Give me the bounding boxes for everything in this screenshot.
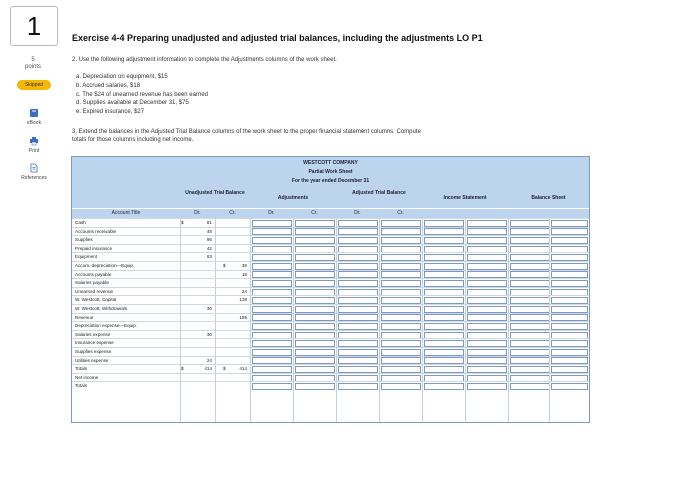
period-label: For the year ended December 31	[291, 178, 370, 184]
column-divider	[215, 218, 216, 422]
account-title: Unearned revenue	[75, 288, 114, 294]
column-divider	[336, 218, 337, 422]
work-sheet	[71, 156, 590, 423]
unadjusted-dr-value: 48	[206, 228, 212, 234]
unadjusted-dr-value: 42	[206, 245, 212, 251]
account-title: Cash	[75, 220, 86, 225]
account-title: Revenue	[75, 314, 94, 320]
references-label: References	[21, 175, 47, 181]
column-divider	[465, 218, 466, 422]
group-balance-sheet: Balance Sheet	[531, 195, 566, 201]
account-title: Equipment	[75, 254, 97, 260]
column-divider	[379, 218, 380, 422]
column-divider	[180, 218, 181, 422]
account-title: Accum. depreciation—Equip.	[75, 263, 135, 268]
unadjusted-cr-value: 414	[239, 366, 247, 372]
account-title: Totals	[75, 383, 87, 389]
account-title: Depreciation expense—Equip.	[75, 323, 138, 329]
column-divider	[508, 218, 509, 422]
part3-line: totals for those columns including net income.	[72, 137, 194, 143]
print-label: Print	[28, 148, 40, 154]
unadj-dr-header: Dr.	[180, 209, 215, 218]
adjtb-dr-header: Dr.	[336, 209, 379, 218]
column-divider	[250, 218, 251, 422]
unadjusted-dr-value: 414	[204, 366, 212, 372]
account-title-header: Account Title	[72, 209, 180, 218]
account-title: Accounts receivable	[75, 228, 117, 234]
printer-icon	[29, 136, 39, 146]
account-title: Salaries expense	[75, 331, 111, 337]
account-title: Insurance expense	[75, 340, 114, 346]
unadjusted-dr-value: 30	[206, 306, 212, 311]
adjtb-dr-input[interactable]	[338, 383, 378, 390]
account-title: Totals	[75, 366, 87, 372]
adj-cr-input[interactable]	[295, 383, 335, 390]
part2-instructions: 2. Use the following adjustment information to complete the Adjustments columns of the work sheet.	[72, 57, 337, 63]
sheet-name: Partial Work Sheet	[308, 169, 353, 175]
ebook-label: eBook	[26, 120, 42, 126]
adjtb-cr-header: Cr.	[379, 209, 422, 218]
references-button[interactable]	[12, 163, 56, 181]
account-title: W. Westcott, Capital	[75, 297, 117, 303]
company-name: WESTCOTT COMPANY	[303, 160, 358, 166]
document-icon	[29, 163, 39, 173]
account-title: Net income	[75, 374, 99, 380]
balance-header-blank	[508, 209, 589, 218]
income-header-blank	[422, 209, 508, 218]
is-cr-input[interactable]	[467, 383, 507, 390]
group-adjusted: Adjusted Trial Balance	[352, 190, 406, 196]
book-icon	[29, 108, 39, 118]
group-unadjusted: Unadjusted Trial Balance	[185, 190, 245, 196]
account-title: Prepaid insurance	[75, 245, 113, 251]
adjustment-item: c. The $24 of unearned revenue has been earned	[76, 91, 208, 98]
adjustment-item: b. Accrued salaries, $18	[76, 82, 141, 89]
adjtb-cr-input[interactable]	[381, 383, 421, 390]
account-title: Supplies expense	[75, 349, 112, 354]
print-button[interactable]	[12, 136, 56, 154]
currency-symbol: $	[181, 366, 184, 372]
unadjusted-cr-value: 138	[239, 297, 247, 303]
unadj-cr-header: Cr.	[215, 209, 250, 218]
currency-symbol: $	[181, 220, 184, 225]
bs-cr-input[interactable]	[551, 383, 588, 390]
adj-dr-input[interactable]	[252, 383, 292, 390]
exercise-title: Exercise 4-4 Preparing unadjusted and adjusted trial balances, including the adjustments LO P1	[72, 33, 483, 43]
account-title: Accounts payable	[75, 271, 112, 277]
unadjusted-dr-value: 81	[206, 220, 212, 225]
points-value: 5	[31, 57, 35, 63]
account-title: Supplies	[75, 237, 93, 243]
account-title: Salaries payable	[75, 280, 109, 286]
skipped-badge: Skipped	[17, 80, 51, 90]
adj-cr-header: Cr.	[293, 209, 336, 218]
group-income-statement: Income Statement	[443, 195, 487, 201]
unadjusted-dr-value: 24	[206, 357, 212, 363]
group-adjustments: Adjustments	[277, 195, 309, 201]
unadjusted-cr-value: 24	[241, 288, 247, 294]
column-divider	[422, 218, 423, 422]
currency-symbol: $	[223, 263, 226, 268]
currency-symbol: $	[223, 366, 226, 372]
column-divider	[549, 218, 550, 422]
unadjusted-dr-value: 63	[206, 254, 212, 260]
is-dr-input[interactable]	[424, 383, 464, 390]
unadjusted-cr-value: 39	[241, 263, 247, 268]
part3-instructions	[72, 128, 502, 144]
unadjusted-cr-value: 195	[239, 314, 247, 320]
adjustment-item: d. Supplies available at December 31, $75	[76, 100, 189, 107]
adjustment-list	[76, 73, 208, 117]
unadjusted-dr-value: 30	[206, 331, 212, 337]
column-divider	[293, 218, 294, 422]
part3-line: 3. Extend the balances in the Adjusted Trial Balance columns of the work sheet to the proper financial statement columns. Compute	[72, 129, 421, 135]
points-info	[10, 57, 56, 71]
unadjusted-dr-value: 96	[206, 237, 212, 243]
question-number: 1	[10, 6, 58, 46]
points-label: points	[24, 64, 41, 70]
adjustment-item: e. Expired insurance, $27	[76, 109, 145, 116]
adj-dr-header: Dr.	[250, 209, 293, 218]
table-row	[72, 381, 589, 391]
bs-dr-input[interactable]	[510, 383, 550, 390]
account-title: Utilities expense	[75, 357, 109, 363]
adjustment-item: a. Depreciation on equipment, $15	[76, 74, 168, 80]
account-title: W. Westcott, Withdrawals	[75, 306, 127, 311]
ebook-button[interactable]	[12, 108, 56, 126]
unadjusted-cr-value: 18	[241, 271, 247, 277]
